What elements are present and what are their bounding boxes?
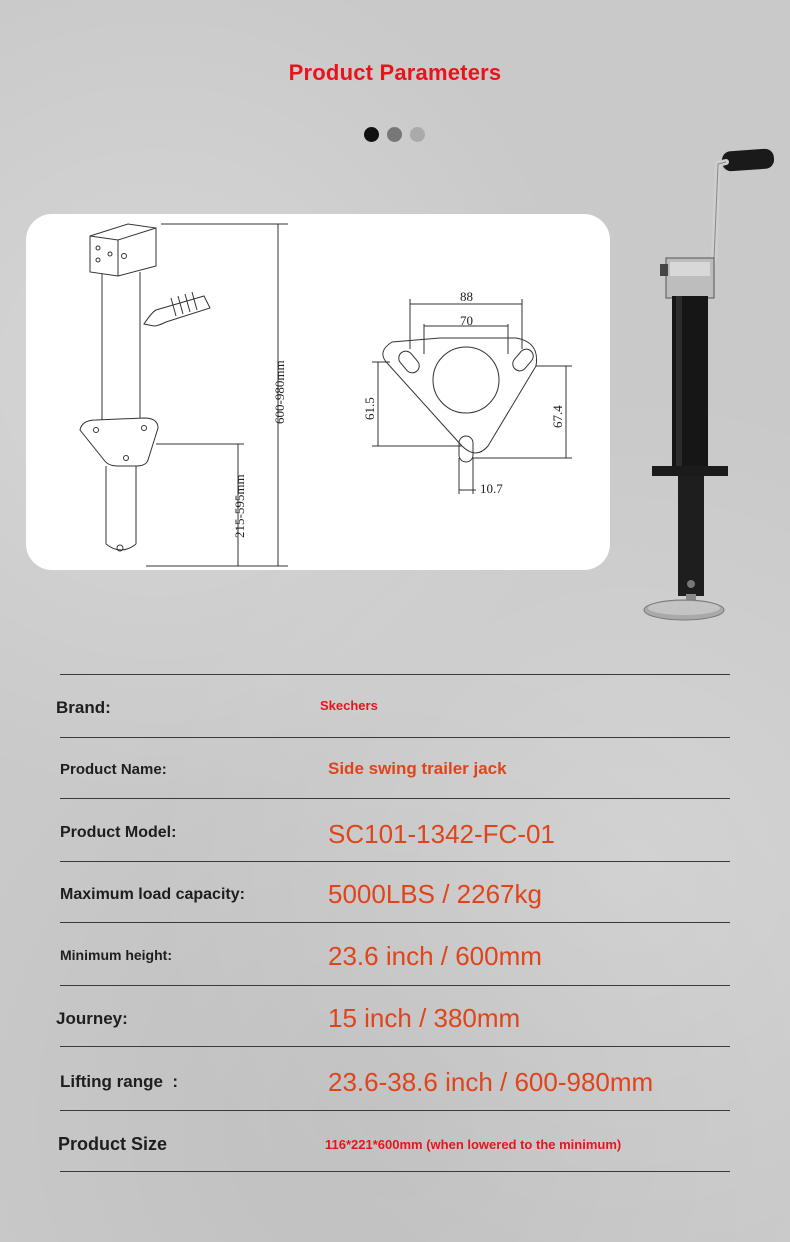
table-divider [60, 1171, 730, 1172]
spec-label-product-model: Product Model: [60, 824, 177, 841]
dim-67-4: 67.4 [550, 405, 565, 428]
dim-61-5: 61.5 [362, 397, 377, 420]
dim-total-height: 600-980mm [272, 360, 287, 424]
spec-value-product-name: Side swing trailer jack [328, 759, 507, 778]
spec-value-brand: Skechers [320, 698, 378, 713]
dimension-drawing-card [26, 214, 610, 570]
dim-70: 70 [460, 313, 473, 328]
carousel-dot-1[interactable] [364, 127, 379, 142]
spec-label-min-height: Minimum height: [60, 947, 172, 963]
table-divider [60, 674, 730, 675]
plate-line-drawing [372, 299, 572, 494]
spec-label-product-size: Product Size [58, 1134, 168, 1154]
spec-label-lifting-range: Lifting range : [60, 1072, 179, 1091]
spec-label-product-name: Product Name: [60, 761, 167, 778]
spec-value-min-height: 23.6 inch / 600mm [328, 941, 542, 971]
dimension-drawing [26, 214, 610, 570]
table-divider [60, 1046, 730, 1047]
table-divider [60, 798, 730, 799]
trailer-jack-photo [630, 140, 780, 630]
spec-value-product-size: 116*221*600mm (when lowered to the minimum) [325, 1137, 622, 1152]
table-divider [60, 922, 730, 923]
spec-value-product-model: SC101-1342-FC-01 [328, 819, 555, 849]
carousel-dot-2[interactable] [387, 127, 402, 142]
dim-10-7: 10.7 [480, 481, 503, 496]
spec-label-max-load: Maximum load capacity: [60, 886, 245, 903]
carousel-dot-3[interactable] [410, 127, 425, 142]
carousel-dots [364, 127, 425, 142]
spec-value-journey: 15 inch / 380mm [328, 1003, 521, 1033]
spec-label-brand: Brand: [56, 698, 111, 717]
page-title: Product Parameters [288, 60, 502, 85]
jack-line-drawing [80, 224, 288, 566]
dim-lower-height: 215-595mm [232, 474, 247, 538]
spec-label-journey: Journey: [56, 1009, 128, 1028]
spec-value-lifting-range: 23.6-38.6 inch / 600-980mm [328, 1067, 654, 1097]
dim-88: 88 [460, 289, 473, 304]
table-divider [60, 737, 730, 738]
table-divider [60, 985, 730, 986]
table-divider [60, 861, 730, 862]
table-divider [60, 1110, 730, 1111]
spec-value-max-load: 5000LBS / 2267kg [328, 879, 542, 909]
